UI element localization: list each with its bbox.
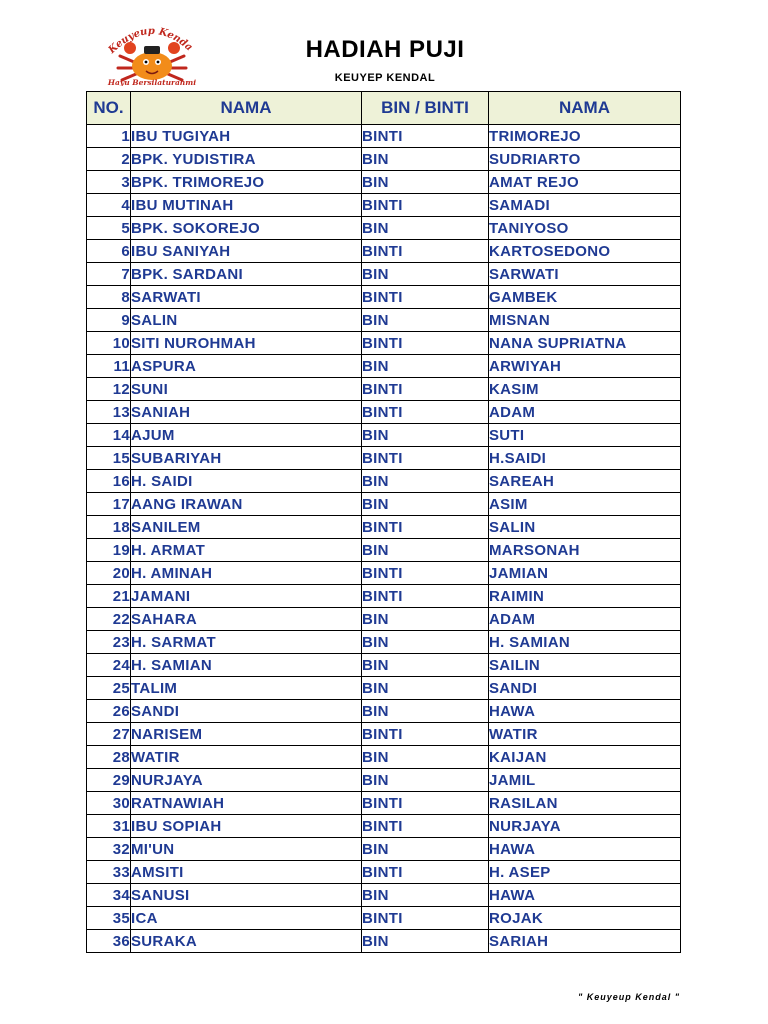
page-title: HADIAH PUJI: [305, 36, 465, 63]
table-row: [87, 424, 681, 447]
row-bin-binti: BIN: [362, 171, 489, 194]
row-number: 21: [87, 585, 131, 608]
row-number: 11: [87, 355, 131, 378]
row-name: H. SAIDI: [131, 470, 362, 493]
row-number: 30: [87, 792, 131, 815]
row-bin-binti: BINTI: [362, 792, 489, 815]
row-bin-binti: BINTI: [362, 240, 489, 263]
row-bin-binti: BIN: [362, 838, 489, 861]
row-bin-binti: BIN: [362, 355, 489, 378]
row-parent-name: TANIYOSO: [489, 217, 681, 240]
row-number: 23: [87, 631, 131, 654]
column-header-bin-binti: BIN / BINTI: [362, 92, 489, 125]
row-number: 3: [87, 171, 131, 194]
row-bin-binti: BIN: [362, 677, 489, 700]
table-row: [87, 884, 681, 907]
row-parent-name: NANA SUPRIATNA: [489, 332, 681, 355]
column-header-nama-parent: NAMA: [489, 92, 681, 125]
row-name: SAHARA: [131, 608, 362, 631]
row-bin-binti: BIN: [362, 263, 489, 286]
table-row: [87, 401, 681, 424]
row-number: 17: [87, 493, 131, 516]
row-name: SALIN: [131, 309, 362, 332]
row-number: 14: [87, 424, 131, 447]
row-number: 4: [87, 194, 131, 217]
row-parent-name: KARTOSEDONO: [489, 240, 681, 263]
row-bin-binti: BINTI: [362, 907, 489, 930]
table-row: [87, 769, 681, 792]
row-bin-binti: BIN: [362, 470, 489, 493]
row-number: 36: [87, 930, 131, 953]
row-parent-name: GAMBEK: [489, 286, 681, 309]
row-bin-binti: BINTI: [362, 562, 489, 585]
row-name: BPK. YUDISTIRA: [131, 148, 362, 171]
row-number: 31: [87, 815, 131, 838]
keuyeup-kendal-logo: [104, 22, 200, 86]
row-parent-name: HAWA: [489, 700, 681, 723]
row-parent-name: SAILIN: [489, 654, 681, 677]
row-number: 26: [87, 700, 131, 723]
row-parent-name: SUDRIARTO: [489, 148, 681, 171]
table-row: [87, 723, 681, 746]
row-parent-name: KASIM: [489, 378, 681, 401]
row-bin-binti: BIN: [362, 884, 489, 907]
row-parent-name: SARWATI: [489, 263, 681, 286]
row-number: 24: [87, 654, 131, 677]
row-bin-binti: BIN: [362, 700, 489, 723]
table-row: [87, 608, 681, 631]
row-name: H. ARMAT: [131, 539, 362, 562]
table-row: [87, 263, 681, 286]
row-name: SURAKA: [131, 930, 362, 953]
row-name: AMSITI: [131, 861, 362, 884]
row-number: 27: [87, 723, 131, 746]
row-number: 22: [87, 608, 131, 631]
row-number: 18: [87, 516, 131, 539]
row-bin-binti: BIN: [362, 309, 489, 332]
column-header-nama: NAMA: [131, 92, 362, 125]
table-row: [87, 493, 681, 516]
row-number: 32: [87, 838, 131, 861]
row-name: MI'UN: [131, 838, 362, 861]
recipient-table: [86, 91, 681, 953]
row-name: AJUM: [131, 424, 362, 447]
row-number: 29: [87, 769, 131, 792]
row-parent-name: JAMIL: [489, 769, 681, 792]
row-name: H. SARMAT: [131, 631, 362, 654]
row-parent-name: RASILAN: [489, 792, 681, 815]
row-parent-name: RAIMIN: [489, 585, 681, 608]
row-parent-name: WATIR: [489, 723, 681, 746]
row-bin-binti: BINTI: [362, 401, 489, 424]
row-name: SANUSI: [131, 884, 362, 907]
row-bin-binti: BIN: [362, 148, 489, 171]
table-row: [87, 332, 681, 355]
table-row: [87, 562, 681, 585]
row-name: TALIM: [131, 677, 362, 700]
table-row: [87, 838, 681, 861]
row-name: H. AMINAH: [131, 562, 362, 585]
row-parent-name: SARIAH: [489, 930, 681, 953]
row-name: NARISEM: [131, 723, 362, 746]
row-bin-binti: BIN: [362, 539, 489, 562]
row-number: 6: [87, 240, 131, 263]
row-parent-name: SALIN: [489, 516, 681, 539]
row-number: 28: [87, 746, 131, 769]
row-name: SUNI: [131, 378, 362, 401]
row-name: JAMANI: [131, 585, 362, 608]
row-name: NURJAYA: [131, 769, 362, 792]
row-number: 16: [87, 470, 131, 493]
table-row: [87, 792, 681, 815]
row-number: 34: [87, 884, 131, 907]
row-parent-name: SANDI: [489, 677, 681, 700]
row-name: IBU SOPIAH: [131, 815, 362, 838]
row-name: AANG IRAWAN: [131, 493, 362, 516]
row-number: 13: [87, 401, 131, 424]
row-number: 5: [87, 217, 131, 240]
row-number: 19: [87, 539, 131, 562]
row-number: 2: [87, 148, 131, 171]
row-number: 9: [87, 309, 131, 332]
table-row: [87, 125, 681, 148]
row-name: SANIAH: [131, 401, 362, 424]
row-name: H. SAMIAN: [131, 654, 362, 677]
table-row: [87, 516, 681, 539]
row-name: IBU SANIYAH: [131, 240, 362, 263]
table-row: [87, 539, 681, 562]
row-parent-name: ADAM: [489, 401, 681, 424]
row-name: RATNAWIAH: [131, 792, 362, 815]
row-bin-binti: BIN: [362, 424, 489, 447]
table-row: [87, 148, 681, 171]
table-row: [87, 746, 681, 769]
row-name: WATIR: [131, 746, 362, 769]
row-bin-binti: BIN: [362, 769, 489, 792]
row-bin-binti: BIN: [362, 654, 489, 677]
row-number: 25: [87, 677, 131, 700]
row-parent-name: MARSONAH: [489, 539, 681, 562]
row-name: ICA: [131, 907, 362, 930]
table-row: [87, 631, 681, 654]
row-parent-name: H. SAMIAN: [489, 631, 681, 654]
table-row: [87, 355, 681, 378]
table-row: [87, 286, 681, 309]
row-bin-binti: BINTI: [362, 332, 489, 355]
row-number: 10: [87, 332, 131, 355]
row-number: 20: [87, 562, 131, 585]
row-number: 15: [87, 447, 131, 470]
row-parent-name: TRIMOREJO: [489, 125, 681, 148]
table-row: [87, 585, 681, 608]
table-row: [87, 171, 681, 194]
row-number: 7: [87, 263, 131, 286]
table-row: [87, 700, 681, 723]
row-name: IBU TUGIYAH: [131, 125, 362, 148]
table-row: [87, 677, 681, 700]
row-name: SUBARIYAH: [131, 447, 362, 470]
row-name: BPK. SARDANI: [131, 263, 362, 286]
table-row: [87, 654, 681, 677]
svg-text:Hayu Bersilaturahmi: Hayu Bersilaturahmi: [107, 78, 197, 86]
row-parent-name: H. ASEP: [489, 861, 681, 884]
table-row: [87, 378, 681, 401]
table-row: [87, 861, 681, 884]
row-parent-name: SAMADI: [489, 194, 681, 217]
row-bin-binti: BINTI: [362, 815, 489, 838]
svg-text:Keuyeup Kendal: Keuyeup Kenda: [106, 25, 195, 56]
table-row: [87, 470, 681, 493]
row-parent-name: MISNAN: [489, 309, 681, 332]
row-bin-binti: BINTI: [362, 447, 489, 470]
table-row: [87, 217, 681, 240]
row-name: ASPURA: [131, 355, 362, 378]
row-bin-binti: BIN: [362, 217, 489, 240]
row-parent-name: ROJAK: [489, 907, 681, 930]
row-bin-binti: BIN: [362, 930, 489, 953]
table-row: [87, 815, 681, 838]
row-number: 12: [87, 378, 131, 401]
row-parent-name: KAIJAN: [489, 746, 681, 769]
row-parent-name: SUTI: [489, 424, 681, 447]
row-bin-binti: BINTI: [362, 286, 489, 309]
row-name: BPK. TRIMOREJO: [131, 171, 362, 194]
row-bin-binti: BIN: [362, 608, 489, 631]
row-bin-binti: BINTI: [362, 861, 489, 884]
table-row: [87, 194, 681, 217]
row-parent-name: SAREAH: [489, 470, 681, 493]
row-number: 8: [87, 286, 131, 309]
row-name: SARWATI: [131, 286, 362, 309]
row-number: 33: [87, 861, 131, 884]
row-name: SANDI: [131, 700, 362, 723]
table-row: [87, 447, 681, 470]
row-name: SANILEM: [131, 516, 362, 539]
row-parent-name: NURJAYA: [489, 815, 681, 838]
row-bin-binti: BINTI: [362, 125, 489, 148]
row-parent-name: HAWA: [489, 884, 681, 907]
row-parent-name: AMAT REJO: [489, 171, 681, 194]
row-bin-binti: BINTI: [362, 723, 489, 746]
row-parent-name: ASIM: [489, 493, 681, 516]
row-bin-binti: BINTI: [362, 378, 489, 401]
row-bin-binti: BIN: [362, 631, 489, 654]
table-row: [87, 240, 681, 263]
table-row: [87, 907, 681, 930]
row-bin-binti: BIN: [362, 746, 489, 769]
row-name: BPK. SOKOREJO: [131, 217, 362, 240]
row-parent-name: JAMIAN: [489, 562, 681, 585]
row-number: 35: [87, 907, 131, 930]
row-name: IBU MUTINAH: [131, 194, 362, 217]
table-header-row: [87, 92, 681, 125]
page-subtitle: KEUYEP KENDAL: [334, 72, 436, 84]
row-parent-name: ARWIYAH: [489, 355, 681, 378]
row-bin-binti: BIN: [362, 493, 489, 516]
row-bin-binti: BINTI: [362, 194, 489, 217]
column-header-no: NO.: [87, 92, 131, 125]
row-name: SITI NUROHMAH: [131, 332, 362, 355]
table-row: [87, 309, 681, 332]
row-parent-name: HAWA: [489, 838, 681, 861]
table-row: [87, 930, 681, 953]
row-bin-binti: BINTI: [362, 585, 489, 608]
row-bin-binti: BINTI: [362, 516, 489, 539]
row-parent-name: ADAM: [489, 608, 681, 631]
footer-signature: " Keuyeup Kendal ": [578, 992, 681, 1002]
row-number: 1: [87, 125, 131, 148]
row-parent-name: H.SAIDI: [489, 447, 681, 470]
